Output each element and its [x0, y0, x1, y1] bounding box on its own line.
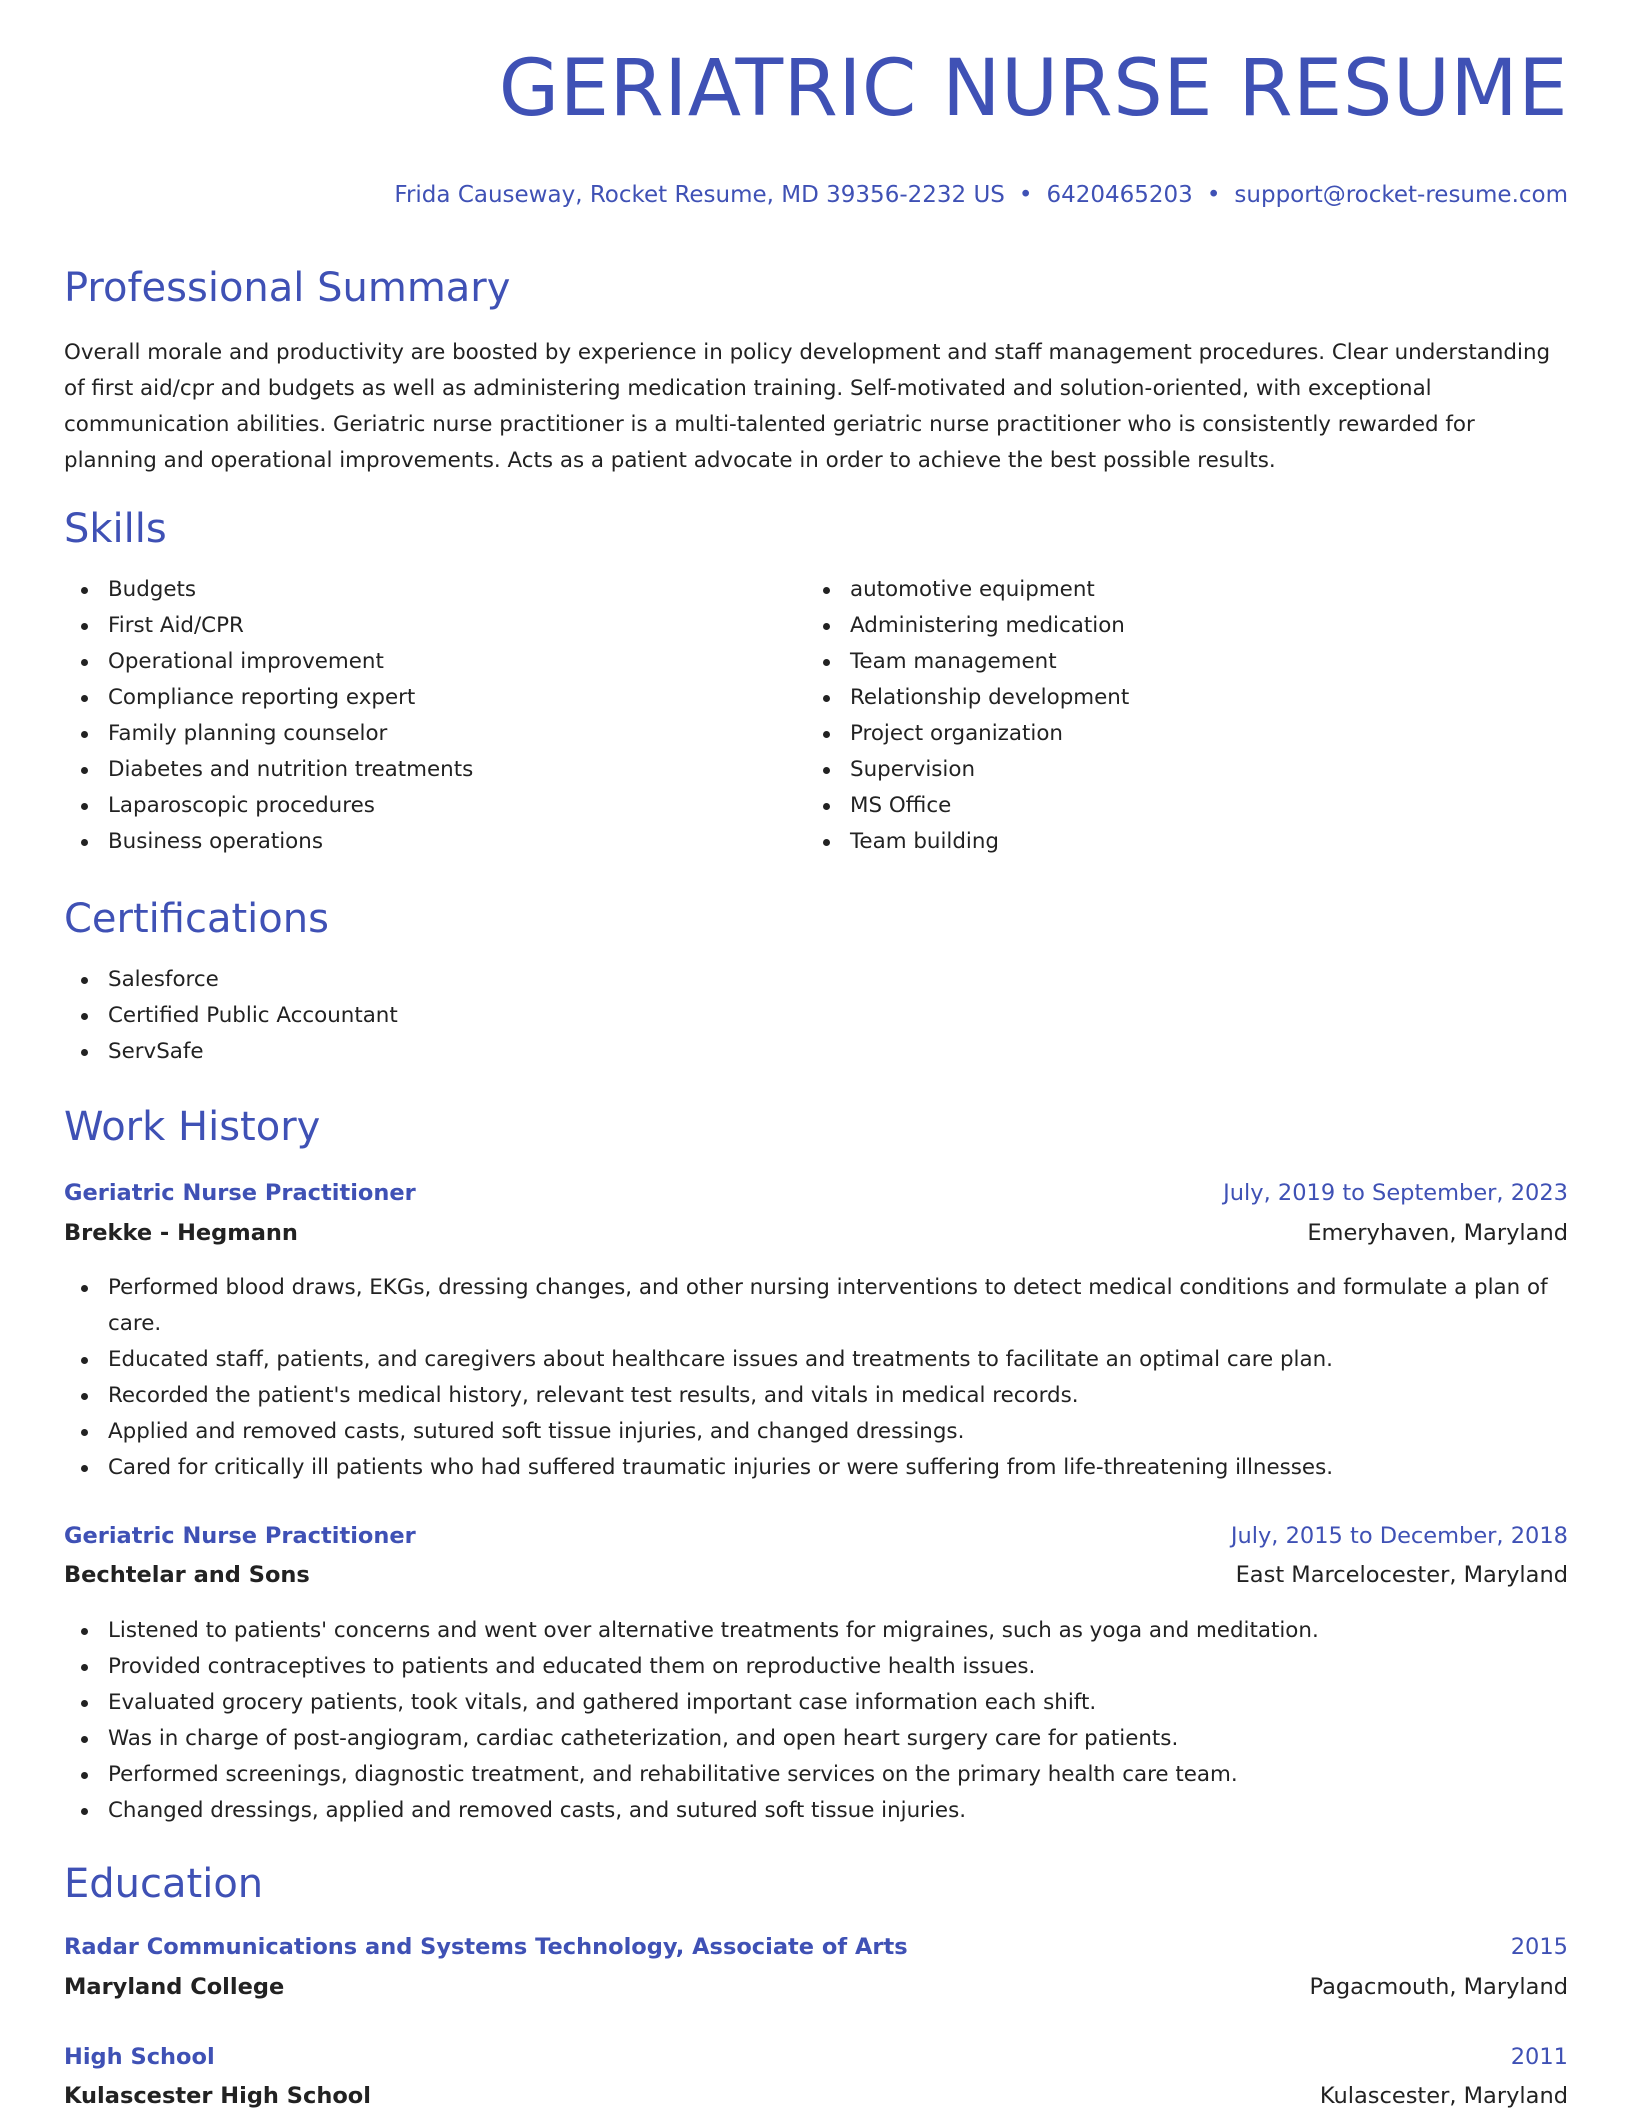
skills-heading: Skills — [64, 506, 167, 552]
certifications-heading: Certifications — [64, 896, 329, 942]
job-dates: July, 2019 to September, 2023 — [1223, 1180, 1568, 1206]
contact-line — [394, 182, 1568, 208]
job-duty-item: Educated staff, patients, and caregivers about healthcare issues and treatments to facilitate an optimal care plan. — [108, 1342, 1568, 1378]
resume-title: GERIATRIC NURSE RESUME — [498, 44, 1568, 134]
job-duty-item: Listened to patients' concerns and went over alternative treatments for migraines, such as yoga and meditation. — [108, 1613, 1568, 1649]
summary-text: Overall morale and productivity are boosted by experience in policy development and staff management procedures. Clear understanding of first aid/cpr and budgets as well as administering medication training. Self-motivated and solution-oriented, with exceptional communication abilities. Geriatric nurse practitioner is a multi-talented geriatric nurse practitioner who is consistently rewarded for planning and operational improvements. Acts as a patient advocate in order to achieve the best possible results. — [64, 340, 1551, 473]
contact-phone: 6420465203 — [1046, 182, 1193, 208]
job-duty-item: Performed screenings, diagnostic treatment, and rehabilitative services on the primary health care team. — [108, 1757, 1568, 1793]
job-duty-item: Performed blood draws, EKGs, dressing changes, and other nursing interventions to detect medical conditions and formulate a plan of care. — [108, 1270, 1568, 1342]
job-employer-row — [64, 1220, 1568, 1246]
skill-item: Project organization — [850, 716, 1550, 752]
job-header — [64, 1180, 1568, 1206]
skill-item: automotive equipment — [850, 572, 1550, 608]
job-title: Geriatric Nurse Practitioner — [64, 1180, 416, 1206]
education-degree: High School — [64, 2044, 215, 2070]
skills-list-left — [64, 572, 808, 860]
job-duty-item: Evaluated grocery patients, took vitals, and gathered important case information each shift. — [108, 1685, 1568, 1721]
contact-address: Frida Causeway, Rocket Resume, MD 39356-2232 US — [394, 182, 1005, 208]
education-location: Kulascester, Maryland — [1319, 2083, 1568, 2109]
skill-item: Supervision — [850, 752, 1550, 788]
job-duty-item: Applied and removed casts, sutured soft tissue injuries, and changed dressings. — [108, 1414, 1568, 1450]
job-dates: July, 2015 to December, 2018 — [1230, 1523, 1568, 1549]
skill-item: First Aid/CPR — [108, 608, 808, 644]
skill-item: Budgets — [108, 572, 808, 608]
job-duty-item: Provided contraceptives to patients and educated them on reproductive health issues. — [108, 1649, 1568, 1685]
job-title: Geriatric Nurse Practitioner — [64, 1523, 416, 1549]
education-header — [64, 2044, 1568, 2070]
job-duty-item: Was in charge of post-angiogram, cardiac catheterization, and open heart surgery care for patients. — [108, 1721, 1568, 1757]
education-school: Kulascester High School — [64, 2083, 371, 2109]
contact-separator: • — [1206, 182, 1221, 208]
job-duty-item: Changed dressings, applied and removed casts, and sutured soft tissue injuries. — [108, 1793, 1568, 1829]
job-employer-row — [64, 1562, 1568, 1588]
job-location: East Marcelocester, Maryland — [1235, 1562, 1568, 1588]
skill-item: Family planning counselor — [108, 716, 808, 752]
education-year: 2011 — [1510, 2044, 1568, 2070]
skill-item: Business operations — [108, 824, 808, 860]
skill-item: Administering medication — [850, 608, 1550, 644]
education-school-row — [64, 2083, 1568, 2109]
education-header — [64, 1934, 1568, 1960]
certification-item: Salesforce — [108, 962, 1508, 998]
skill-item: MS Office — [850, 788, 1550, 824]
skill-item: Team building — [850, 824, 1550, 860]
skill-item: Team management — [850, 644, 1550, 680]
certifications-list — [64, 962, 1508, 1070]
job-company: Bechtelar and Sons — [64, 1562, 310, 1588]
summary-heading: Professional Summary — [64, 265, 511, 311]
education-degree: Radar Communications and Systems Technology, Associate of Arts — [64, 1934, 908, 1960]
job-location: Emeryhaven, Maryland — [1307, 1220, 1568, 1246]
job-duties-list — [64, 1613, 1568, 1829]
education-location: Pagacmouth, Maryland — [1309, 1974, 1568, 2000]
education-school: Maryland College — [64, 1974, 285, 2000]
skills-list-right — [806, 572, 1550, 860]
skill-item: Diabetes and nutrition treatments — [108, 752, 808, 788]
certification-item: Certified Public Accountant — [108, 998, 1508, 1034]
skill-item: Compliance reporting expert — [108, 680, 808, 716]
skill-item: Relationship development — [850, 680, 1550, 716]
work-history-heading: Work History — [64, 1104, 321, 1150]
contact-separator: • — [1018, 182, 1033, 208]
contact-email: support@rocket-resume.com — [1234, 182, 1568, 208]
certification-item: ServSafe — [108, 1034, 1508, 1070]
job-header — [64, 1523, 1568, 1549]
education-year: 2015 — [1510, 1934, 1568, 1960]
skill-item: Laparoscopic procedures — [108, 788, 808, 824]
skill-item: Operational improvement — [108, 644, 808, 680]
education-school-row — [64, 1974, 1568, 2000]
job-duties-list — [64, 1270, 1568, 1486]
job-duty-item: Cared for critically ill patients who had suffered traumatic injuries or were suffering from life-threatening illnesses. — [108, 1450, 1568, 1486]
job-duty-item: Recorded the patient's medical history, relevant test results, and vitals in medical records. — [108, 1378, 1568, 1414]
education-heading: Education — [64, 1861, 264, 1907]
job-company: Brekke - Hegmann — [64, 1220, 298, 1246]
